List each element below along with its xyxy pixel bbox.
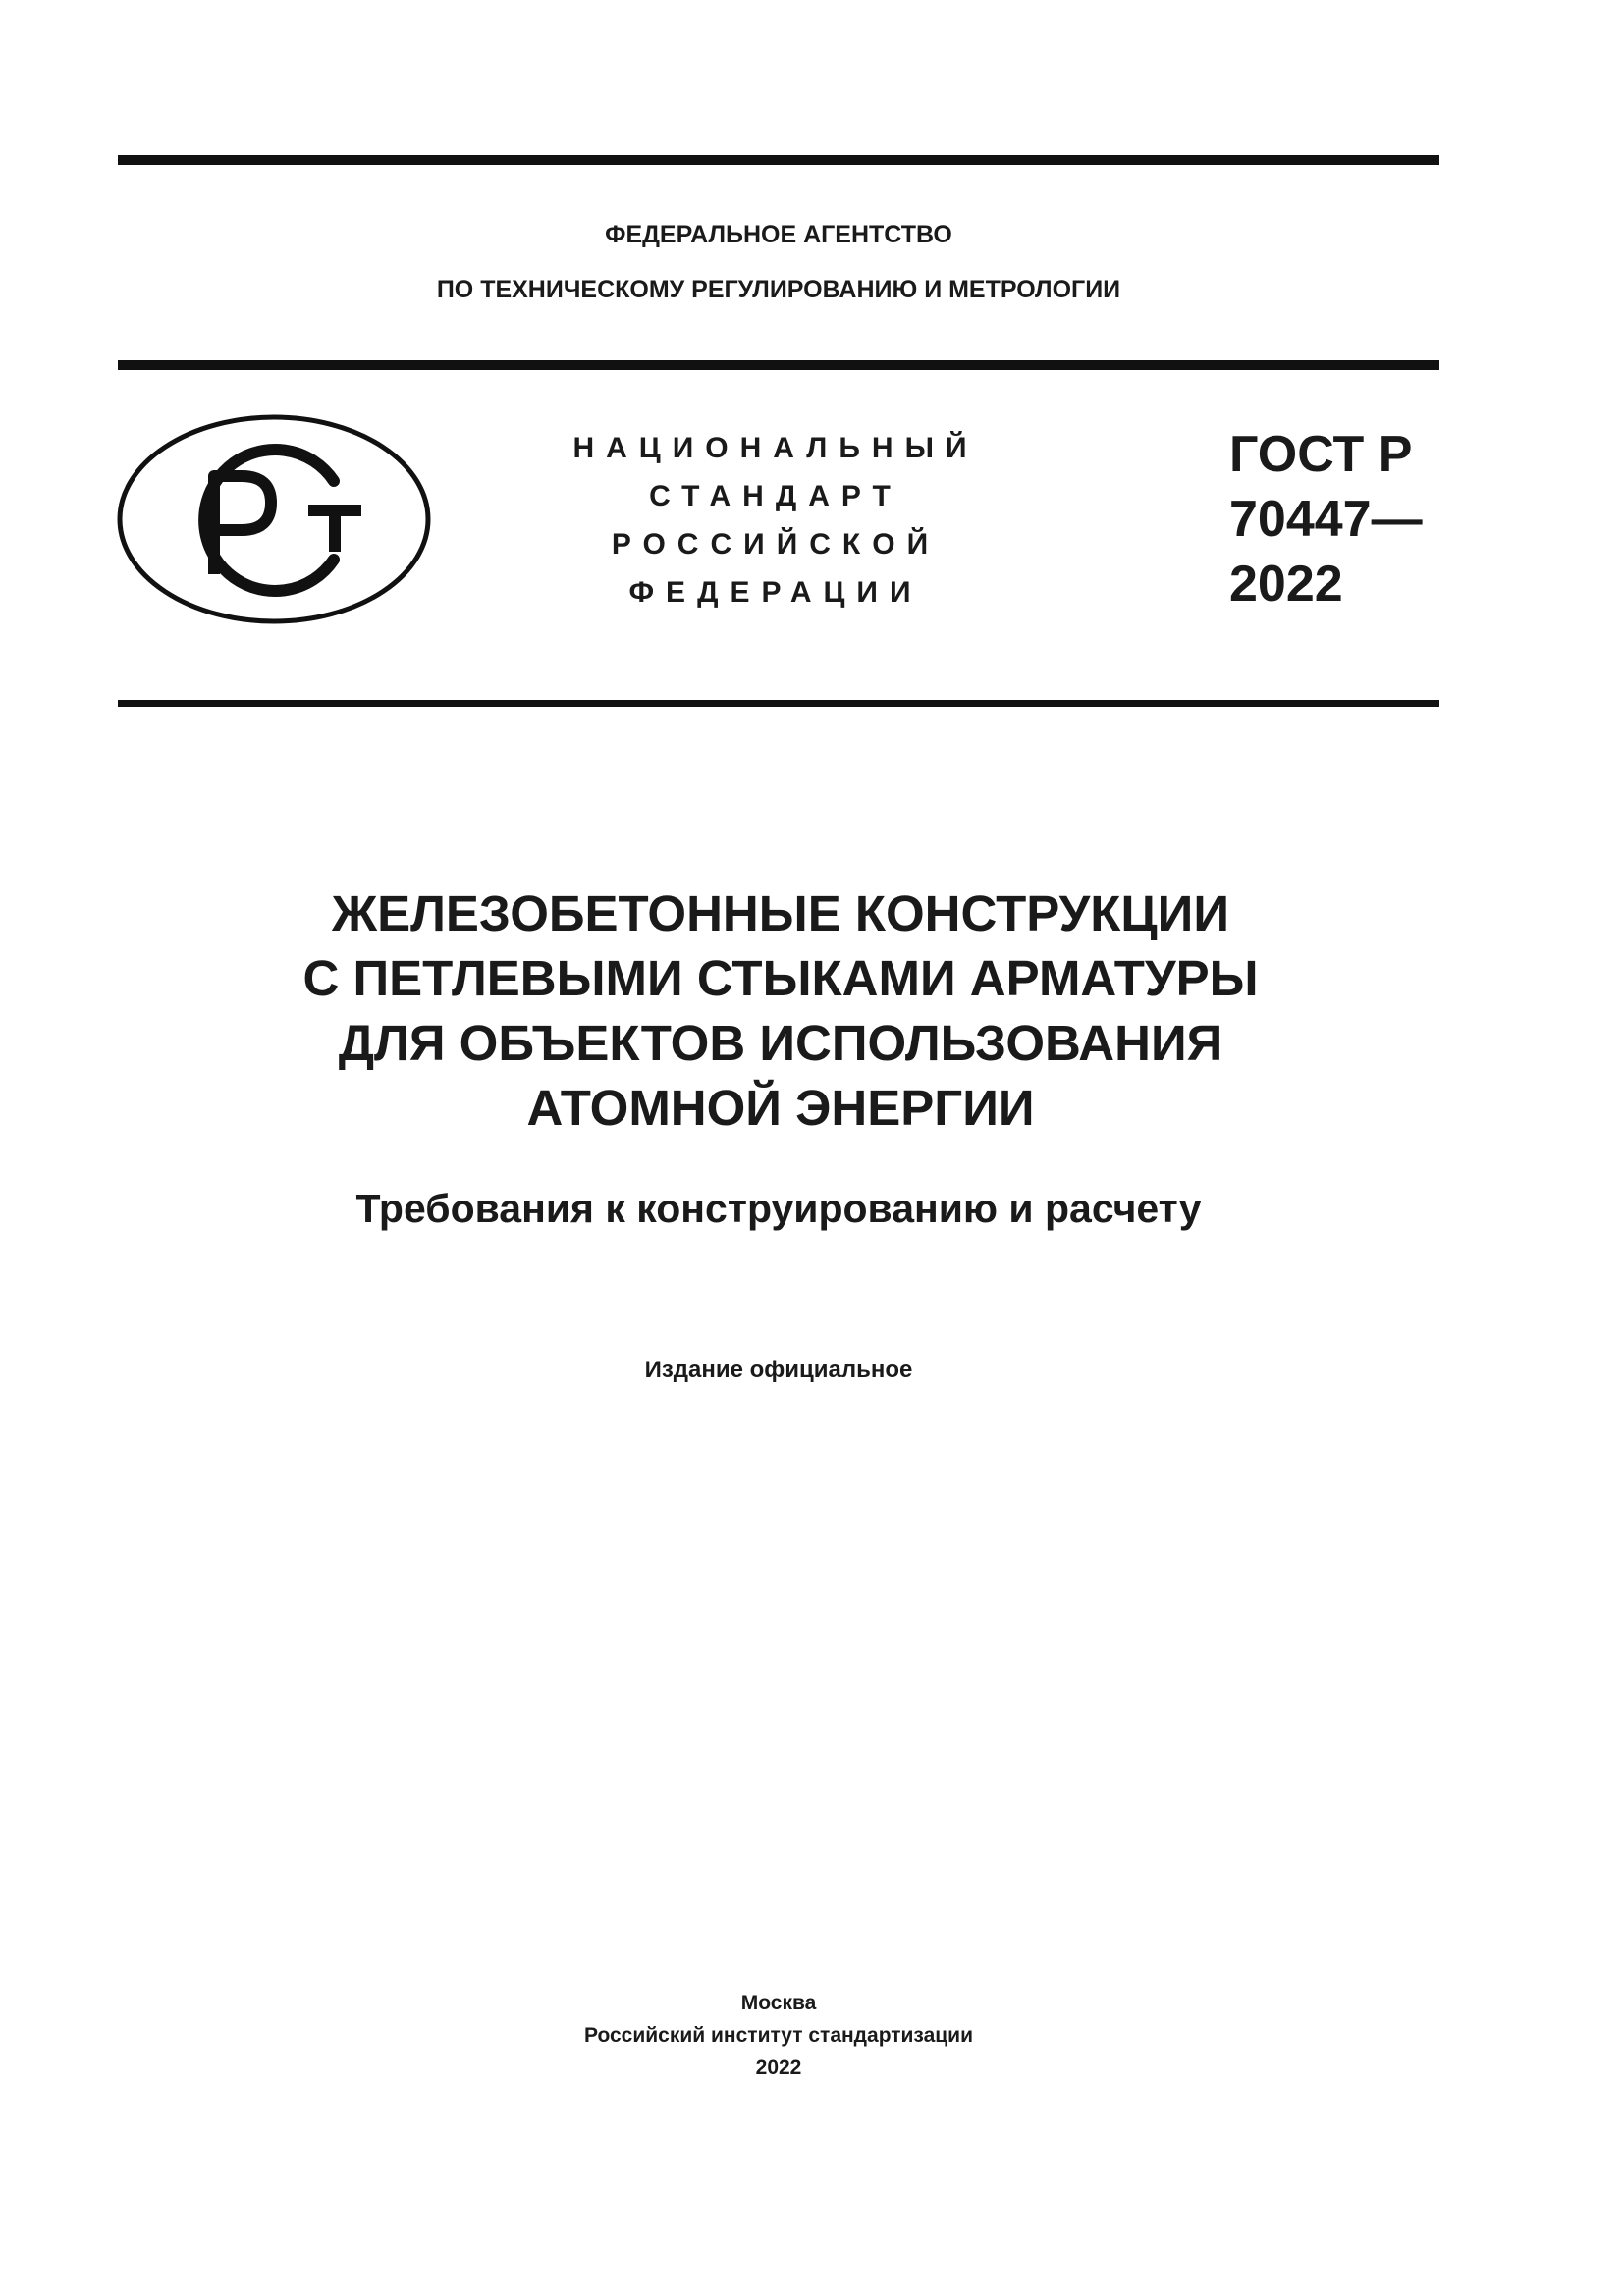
designation-line: ГОСТ Р <box>1229 426 1413 483</box>
edition-note: Издание официальное <box>644 1357 913 1383</box>
document-title <box>157 881 1404 1141</box>
title-line: С ПЕТЛЕВЫМИ СТЫКАМИ АРМАТУРЫ <box>302 950 1259 1006</box>
designation-line: 70447— <box>1229 491 1423 548</box>
title-line: ДЛЯ ОБЪЕКТОВ ИСПОЛЬЗОВАНИЯ <box>338 1015 1223 1071</box>
document-subtitle: Требования к конструированию и расчету <box>355 1186 1202 1231</box>
imprint <box>118 1987 1439 2084</box>
imprint-year: 2022 <box>755 2056 802 2079</box>
designation-line: 2022 <box>1229 556 1343 613</box>
title-line: АТОМНОЙ ЭНЕРГИИ <box>526 1080 1035 1136</box>
header-rule <box>118 360 1439 370</box>
agency-name-line-1: ФЕДЕРАЛЬНОЕ АГЕНТСТВО <box>605 221 952 248</box>
national-standard-line: НАЦИОНАЛЬНЫЙ <box>572 432 979 464</box>
national-standard-caption <box>550 424 1001 616</box>
top-rule <box>118 155 1439 165</box>
agency-name-line-2: ПО ТЕХНИЧЕСКОМУ РЕГУЛИРОВАНИЮ И МЕТРОЛОГИИ <box>436 276 1121 303</box>
header-bottom-rule <box>118 700 1439 707</box>
national-standard-line: РОССИЙСКОЙ <box>611 528 941 561</box>
imprint-publisher: Российский институт стандартизации <box>583 2024 974 2047</box>
rst-mark-icon <box>116 412 432 626</box>
title-line: ЖЕЛЕЗОБЕТОННЫЕ КОНСТРУКЦИИ <box>332 885 1229 941</box>
standard-designation <box>1229 422 1423 616</box>
national-standard-line: СТАНДАРТ <box>649 480 902 512</box>
national-standard-line: ФЕДЕРАЦИИ <box>628 576 923 609</box>
imprint-city: Москва <box>740 1992 817 2014</box>
